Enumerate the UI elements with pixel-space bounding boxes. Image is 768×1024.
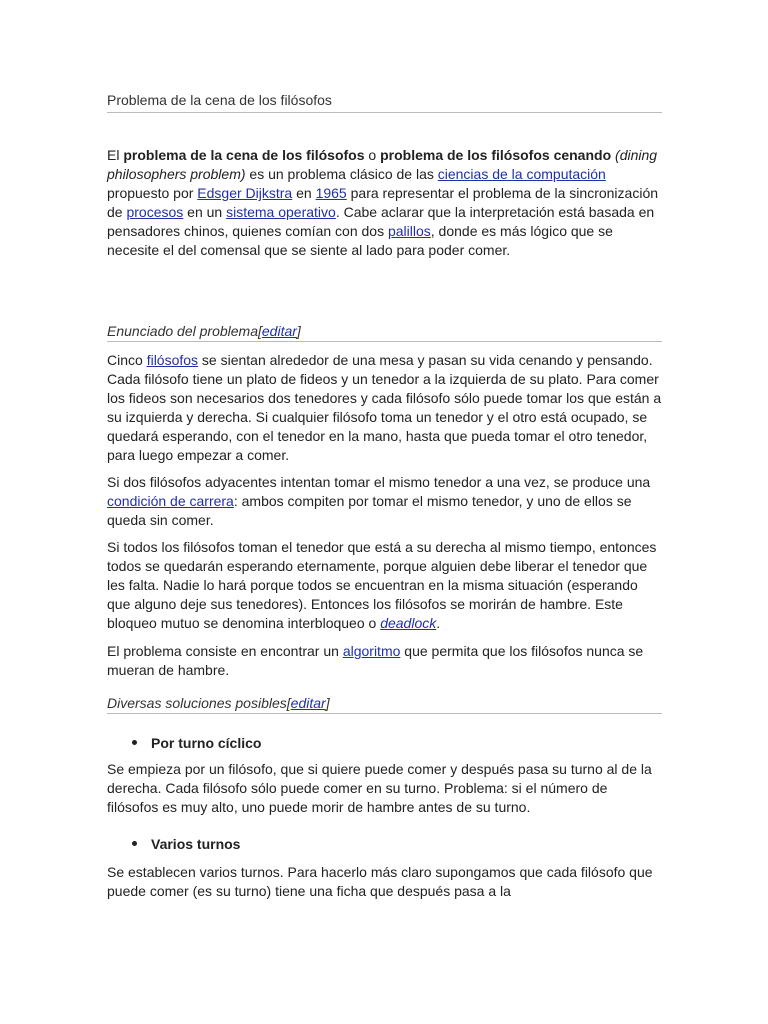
intro-paragraph (107, 146, 662, 260)
link-deadlock[interactable]: deadlock (380, 615, 437, 631)
paragraph-text: El problema consiste en encontrar un (107, 643, 343, 659)
bullet-label: Varios turnos (151, 836, 241, 852)
section-heading-soluciones (107, 695, 662, 714)
edit-bracket: [ (286, 695, 291, 711)
paragraph-text: se sientan alrededor de una mesa y pasan su vida cenando y pensando. Cada filósofo tiene un plato de fideos y un tenedor a la izquierda de su plato. Para comer los fideos son necesarios dos tenedores y cada filósofo sólo puede tomar los que están a su izquierda y derecha. Si cualquier filósofo toma un tenedor y el otro está ocupado, se quedará esperando, con el tenedor en la mano, hasta que pueda tomar el otro tenedor, para luego empezar a comer. (107, 352, 662, 463)
intro-text: . Cabe aclarar que la interpretación está basada en pensadores chinos, quienes comían con dos (107, 204, 655, 239)
paragraph-enunciado-3 (107, 538, 662, 633)
link-palillos[interactable]: palillos (387, 223, 431, 239)
paragraph-enunciado-4 (107, 642, 662, 680)
edit-bracket: ] (296, 323, 301, 339)
intro-bold-term: problema de la cena de los filósofos (123, 147, 365, 163)
paragraph-text: : ambos compiten por tomar el mismo tenedor, y uno de ellos se queda sin comer. (107, 493, 632, 528)
link-edsger-dijkstra[interactable]: Edsger Dijkstra (197, 185, 293, 201)
link-1965[interactable]: 1965 (315, 185, 347, 201)
bullet-item-varios-turnos (132, 836, 240, 852)
link-algoritmo[interactable]: algoritmo (342, 643, 401, 659)
intro-bold-term: problema de los filósofos cenando (380, 147, 612, 163)
page-title: Problema de la cena de los filósofos (107, 92, 662, 113)
edit-link-enunciado[interactable]: editar (261, 323, 297, 339)
section-heading-text: Diversas soluciones posibles (107, 695, 287, 711)
intro-text: El (107, 147, 124, 163)
paragraph-text: Cinco (107, 352, 147, 368)
link-ciencias-computacion[interactable]: ciencias de la computación (437, 166, 606, 182)
bullet-item-turno-ciclico (132, 735, 261, 751)
paragraph-varios-turnos: Se establecen varios turnos. Para hacerlo más claro supongamos que cada filósofo que puede comer (es su turno) tiene una ficha que después pasa a la (107, 864, 653, 899)
bullet-dot-icon (132, 841, 137, 846)
link-filosofos[interactable]: filósofos (146, 352, 199, 368)
paragraph-text: Si dos filósofos adyacentes intentan tomar el mismo tenedor a una vez, se produce una (107, 474, 651, 490)
intro-text: propuesto por (107, 185, 198, 201)
link-sistema-operativo[interactable]: sistema operativo (226, 204, 336, 220)
intro-text: para representar el problema de la sincronización de (107, 185, 659, 220)
edit-link-soluciones[interactable]: editar (290, 695, 326, 711)
paragraph-enunciado-2 (107, 473, 662, 530)
intro-text: , donde es más lógico que se necesite el del comensal que se siente al lado para poder comer. (107, 223, 613, 258)
intro-text: en un (183, 204, 227, 220)
bullet-label: Por turno cíclico (151, 735, 262, 751)
link-procesos[interactable]: procesos (126, 204, 184, 220)
section-heading-text: Enunciado del problema (107, 323, 258, 339)
edit-bracket: ] (325, 695, 330, 711)
edit-bracket: [ (258, 323, 262, 339)
paragraph-text: Si todos los filósofos toman el tenedor que está a su derecha al mismo tiempo, entonces todos se quedarán esperando eternamente, porque alguien debe liberar el tenedor que les falta. Nadie lo hará porque todos se encuentran en la misma situación (esperando que alguno deje sus tenedores). Entonces los filósofos se morirán de hambre. Este bloqueo mutuo se denomina interbloqueo o (107, 539, 657, 631)
intro-text: o (364, 147, 381, 163)
paragraph-text: que permita que los filósofos nunca se mueran de hambre. (107, 643, 644, 678)
paragraph-turno-ciclico: Se empieza por un filósofo, que si quiere puede comer y después pasa su turno al de la derecha. Cada filósofo sólo puede comer en su turno. Problema: si el número de filósofos es muy alto, uno puede morir de hambre antes de su turno. (107, 761, 652, 815)
intro-text: es un problema clásico de las (245, 166, 438, 182)
intro-italic-term: (dining philosophers problem) (107, 147, 658, 182)
section-heading-enunciado (107, 323, 662, 342)
paragraph-enunciado-1 (107, 351, 662, 465)
bullet-dot-icon (132, 740, 137, 745)
paragraph-text: . (436, 615, 441, 631)
link-condicion-de-carrera[interactable]: condición de carrera (107, 493, 234, 509)
intro-text: en (292, 185, 316, 201)
